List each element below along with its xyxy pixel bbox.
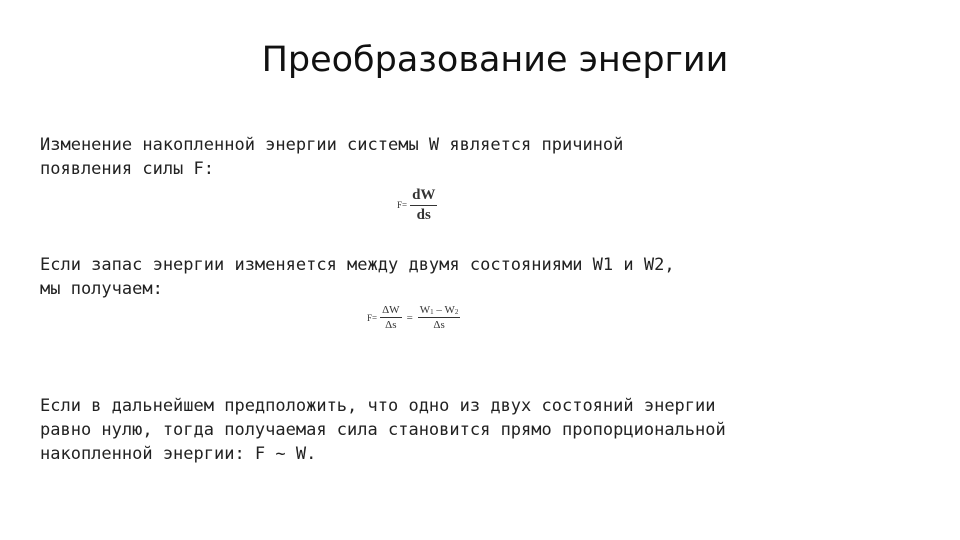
symbol-w2: W: [444, 304, 455, 316]
fraction: [410, 187, 437, 223]
fraction-denominator: ds: [416, 206, 431, 223]
minus-operator: –: [433, 304, 445, 316]
paragraph-energy-change: [40, 133, 880, 181]
formula-lhs: F=: [397, 200, 408, 210]
paragraph-line: мы получаем:: [40, 279, 163, 299]
paragraph-line: Изменение накопленной энергии системы W является причиной: [40, 135, 624, 155]
equals-sign: =: [406, 311, 413, 324]
fraction-delta: [380, 304, 401, 331]
paragraph-line: Если запас энергии изменяется между двумя состояниями W1 и W2,: [40, 255, 675, 275]
paragraph-two-states: [40, 253, 880, 301]
formula-lhs: F=: [367, 312, 378, 323]
subscript: 1: [430, 308, 434, 316]
fraction-bar: [380, 317, 401, 318]
formula-force-difference: [367, 304, 462, 331]
fraction-bar: [418, 317, 461, 318]
fraction-numerator: ΔW: [382, 304, 400, 316]
subscript: 2: [454, 308, 459, 316]
fraction-bar: [410, 205, 437, 206]
formula-force-derivative: [397, 187, 439, 223]
paragraph-line: появления силы F:: [40, 159, 214, 179]
fraction-denominator: Δs: [385, 319, 397, 332]
symbol-w1: W: [419, 304, 431, 316]
slide-title: Преобразование энергии: [261, 40, 729, 80]
fraction-denominator: Δs: [433, 319, 445, 332]
paragraph-line: равно нулю, тогда получаемая сила становится прямо пропорциональной: [40, 420, 726, 440]
paragraph-line: Если в дальнейшем предположить, что одно из двух состояний энергии: [40, 396, 716, 416]
fraction-numerator: [418, 304, 461, 316]
fraction-difference: [418, 304, 461, 331]
paragraph-proportional: [40, 394, 880, 466]
fraction-numerator: dW: [412, 187, 436, 203]
paragraph-line: накопленной энергии: F ~ W.: [40, 444, 317, 464]
